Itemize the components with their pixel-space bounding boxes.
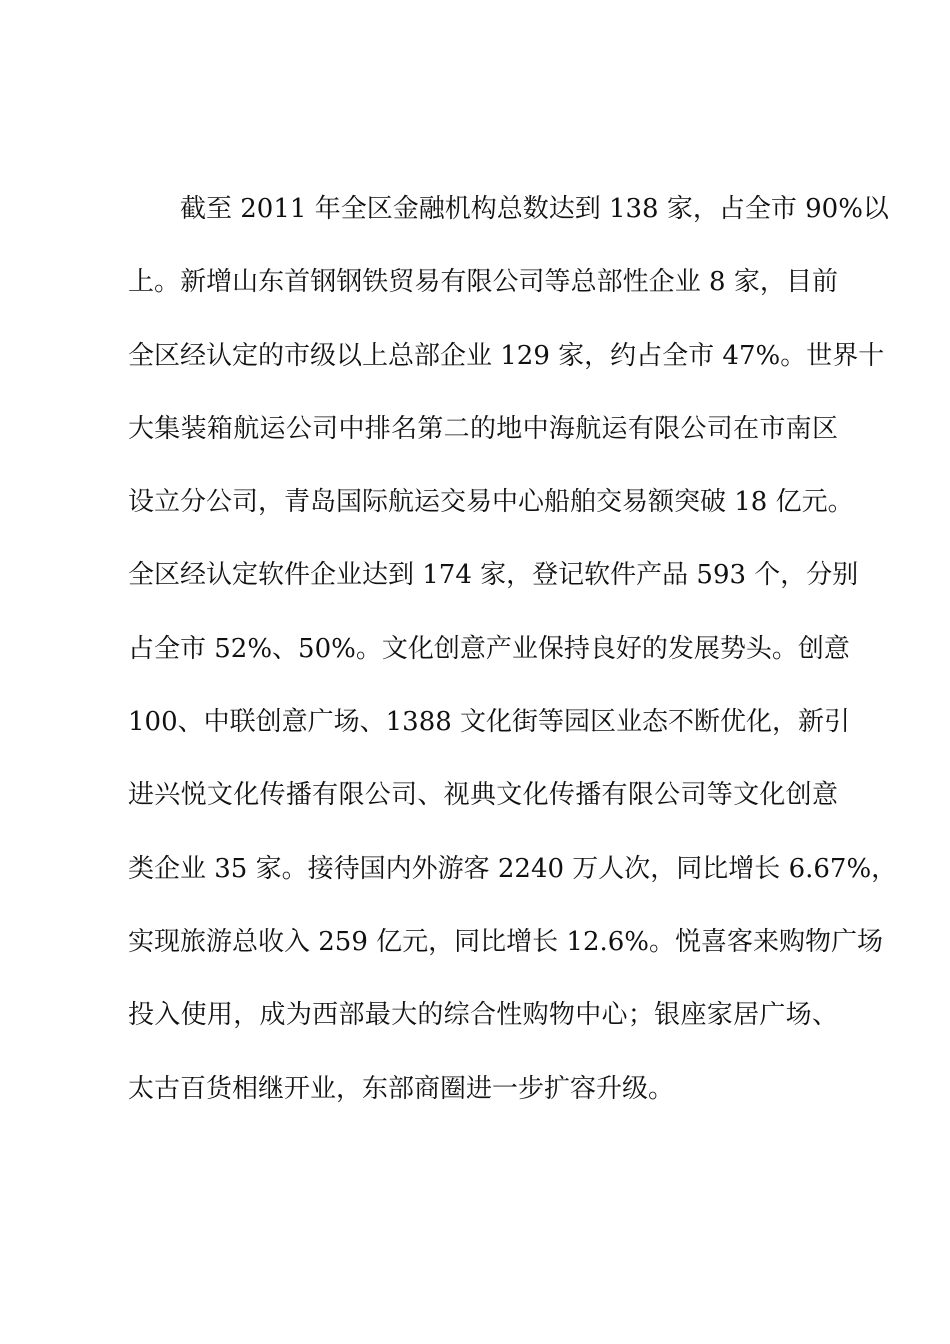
body-paragraph <box>128 182 898 1135</box>
paragraph-line-4: 大集装箱航运公司中排名第二的地中海航运有限公司在市南区 <box>128 413 838 444</box>
paragraph-line-12: 投入使用，成为西部最大的综合性购物中心；银座家居广场、 <box>128 1000 838 1031</box>
paragraph-line-10: 类企业 35 家。接待国内外游客 2240 万人次，同比增长 6.67%， <box>128 853 898 884</box>
paragraph-line-6: 全区经认定软件企业达到 174 家，登记软件产品 593 个，分别 <box>128 560 859 591</box>
paragraph-line-8: 100、中联创意广场、1388 文化街等园区业态不断优化，新引 <box>128 707 851 738</box>
paragraph-line-9: 进兴悦文化传播有限公司、视典文化传播有限公司等文化创意 <box>128 780 838 811</box>
paragraph-line-11: 实现旅游总收入 259 亿元，同比增长 12.6%。悦喜客来购物广场 <box>128 926 884 957</box>
paragraph-line-5: 设立分公司，青岛国际航运交易中心船舶交易额突破 18 亿元。 <box>128 487 854 518</box>
paragraph-line-1: 截至 2011 年全区金融机构总数达到 138 家，占全市 90%以 <box>180 194 889 224</box>
paragraph-line-3: 全区经认定的市级以上总部企业 129 家，约占全市 47%。世界十 <box>128 340 885 371</box>
paragraph-line-13: 太古百货相继开业，东部商圈进一步扩容升级。 <box>128 1073 675 1104</box>
paragraph-line-7: 占全市 52%、50%。文化创意产业保持良好的发展势头。创意 <box>128 633 850 664</box>
paragraph-line-2: 上。新增山东首钢钢铁贸易有限公司等总部性企业 8 家，目前 <box>128 267 838 298</box>
